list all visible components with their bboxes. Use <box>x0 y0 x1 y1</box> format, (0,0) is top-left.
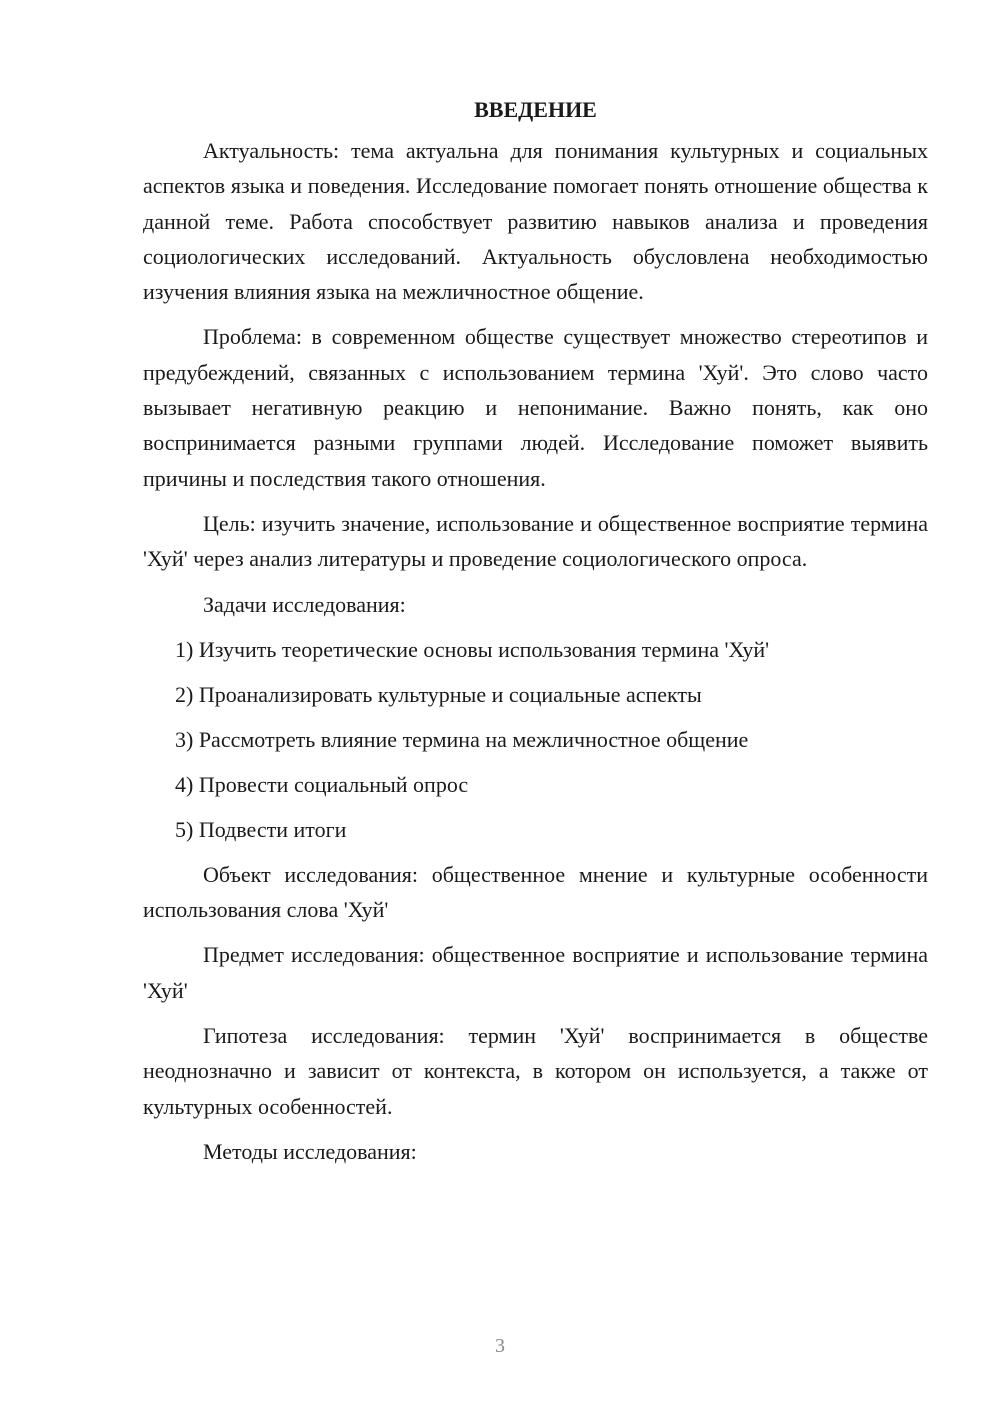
goal-paragraph: Цель: изучить значение, использование и общественное восприятие термина 'Хуй' через анализ литературы и проведение социологического опроса. <box>143 510 928 572</box>
subject-paragraph: Предмет исследования: общественное восприятие и использование термина 'Хуй' <box>143 942 928 1003</box>
methods-heading: Методы исследования: <box>203 1138 417 1164</box>
page-number: 3 <box>495 1335 505 1357</box>
tasks-heading: Задачи исследования: <box>203 591 406 617</box>
task-item: 3) Рассмотреть влияние термина на межличностное общение <box>175 726 749 752</box>
task-item: 1) Изучить теоретические основы использования термина 'Хуй' <box>175 636 770 662</box>
page-title: ВВЕДЕНИЕ <box>474 97 597 122</box>
relevance-paragraph: Актуальность: тема актуальна для понимания культурных и социальных аспектов языка и поведения. Исследование помогает понять отношение общества к данной теме. Работа способствует развитию навыков анализа и проведения социологических исследований. Актуальность обусловлена необходимостью изучения влияния языка на межличностное общение. <box>143 138 928 305</box>
page-content <box>143 93 928 1179</box>
task-item: 5) Подвести итоги <box>175 816 347 842</box>
problem-paragraph: Проблема: в современном обществе существует множество стереотипов и предубеждений, связанных с использованием термина 'Хуй'. Это слово часто вызывает негативную реакцию и непонимание. Важно понять, как оно воспринимается разными группами людей. Исследование поможет выявить причины и последствия такого отношения. <box>143 324 928 491</box>
hypothesis-paragraph: Гипотеза исследования: термин 'Хуй' воспринимается в обществе неоднозначно и зависит от контекста, в котором он используется, а также от культурных особенностей. <box>143 1023 928 1119</box>
task-item: 2) Проанализировать культурные и социальные аспекты <box>175 681 702 707</box>
tasks-list <box>143 632 928 847</box>
object-paragraph: Объект исследования: общественное мнение и культурные особенности использования слова 'Хуй' <box>143 861 928 923</box>
task-item: 4) Провести социальный опрос <box>175 771 469 797</box>
